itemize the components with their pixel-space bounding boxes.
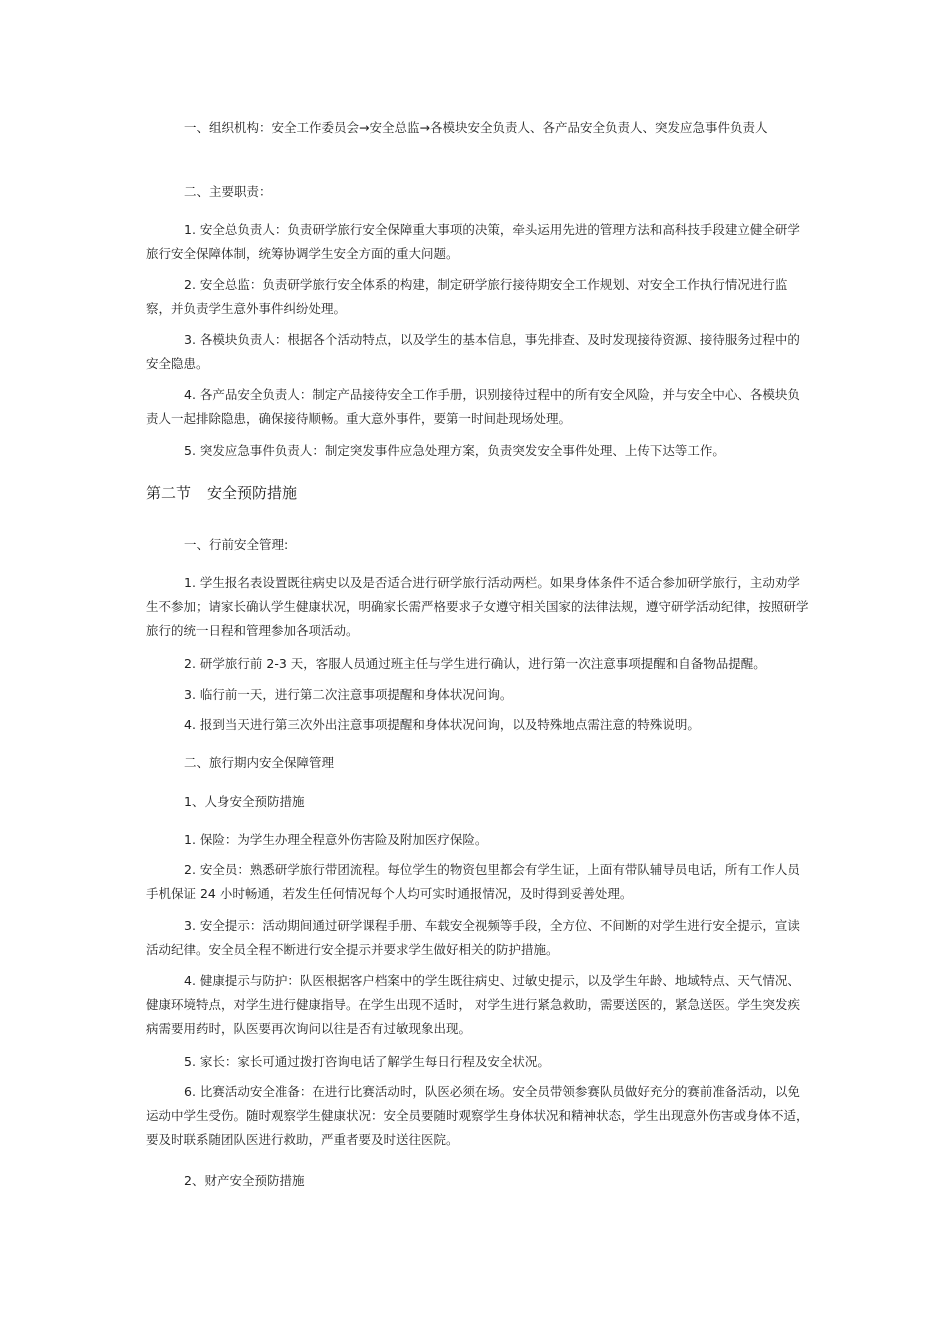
pre-travel-item-3: 3. 临行前一天，进行第二次注意事项提醒和身体状况问询。 [184,687,513,702]
personal-item-5: 5. 家长：家长可通过拨打咨询电话了解学生每日行程及安全状况。 [184,1054,550,1069]
org-structure-paragraph: 一、组织机构：安全工作委员会→安全总监→各模块安全负责人、各产品安全负责人、突发应急事件负责人 [184,120,768,135]
personal-item-4: 4. 健康提示与防护：队医根据客户档案中的学生既往病史、过敏史提示，以及学生年龄、地域特点、天气情况、健康环境特点，对学生进行健康指导。在学生出现不适时， 对学生进行紧急救助，需要送医的，紧急送医。学生突发疾病需要用药时，队医要再次询问以往是否有过敏现象出现。 [146,973,800,1036]
personal-safety-heading: 1、人身安全预防措施 [184,794,305,809]
section-title: 安全预防措施 [207,484,298,502]
pre-travel-item-1: 1. 学生报名表设置既往病史以及是否适合进行研学旅行活动两栏。如果身体条件不适合参加研学旅行，主动劝学生不参加；请家长确认学生健康状况，明确家长需严格要求子女遵守相关国家的法律法规，遵守研学活动纪律，按照研学旅行的统一日程和管理参加各项活动。 [146,575,809,638]
during-travel-heading: 二、旅行期内安全保障管理 [184,755,335,770]
personal-item-1: 1. 保险：为学生办理全程意外伤害险及附加医疗保险。 [184,832,488,847]
section-number: 第二节 [146,484,192,502]
pre-travel-item-2: 2. 研学旅行前 2-3 天，客服人员通过班主任与学生进行确认，进行第一次注意事项提醒和自备物品提醒。 [184,656,766,671]
section-heading [146,482,297,504]
pre-travel-heading: 一、行前安全管理: [184,537,289,552]
property-safety-heading: 2、财产安全预防措施 [184,1173,305,1188]
personal-item-3: 3. 安全提示：活动期间通过研学课程手册、车载安全视频等手段，全方位、不间断的对学生进行安全提示，宣读活动纪律。安全员全程不断进行安全提示并要求学生做好相关的防护措施。 [146,918,800,957]
duty-item-1: 1. 安全总负责人：负责研学旅行安全保障重大事项的决策，牵头运用先进的管理方法和高科技手段建立健全研学旅行安全保障体制，统筹协调学生安全方面的重大问题。 [146,222,800,261]
duty-item-3: 3. 各模块负责人：根据各个活动特点，以及学生的基本信息，事先排查、及时发现接待资源、接待服务过程中的安全隐患。 [146,332,800,371]
duties-heading: 二、主要职责： [184,184,272,199]
duty-item-4: 4. 各产品安全负责人：制定产品接待安全工作手册，识别接待过程中的所有安全风险，并与安全中心、各模块负责人一起排除隐患，确保接待顺畅。重大意外事件，要第一时间赴现场处理。 [146,387,800,426]
duty-item-2: 2. 安全总监：负责研学旅行安全体系的构建，制定研学旅行接待期安全工作规划、对安全工作执行情况进行监察，并负责学生意外事件纠纷处理。 [146,277,788,316]
personal-item-6: 6. 比赛活动安全准备：在进行比赛活动时，队医必须在场。安全员带领参赛队员做好充分的赛前准备活动，以免运动中学生受伤。随时观察学生健康状况：安全员要随时观察学生身体状况和精神状态，学生出现意外伤害或身体不适，要及时联系随团队医进行救助，严重者要及时送往医院。 [146,1084,809,1147]
pre-travel-item-4: 4. 报到当天进行第三次外出注意事项提醒和身体状况问询，以及特殊地点需注意的特殊说明。 [184,717,700,732]
personal-item-2: 2. 安全员：熟悉研学旅行带团流程。每位学生的物资包里都会有学生证，上面有带队辅导员电话，所有工作人员手机保证 24 小时畅通，若发生任何情况每个人均可实时通报情况，及时得到妥善处理。 [146,862,800,901]
duty-item-5: 5. 突发应急事件负责人：制定突发事件应急处理方案，负责突发安全事件处理、上传下达等工作。 [184,443,725,458]
